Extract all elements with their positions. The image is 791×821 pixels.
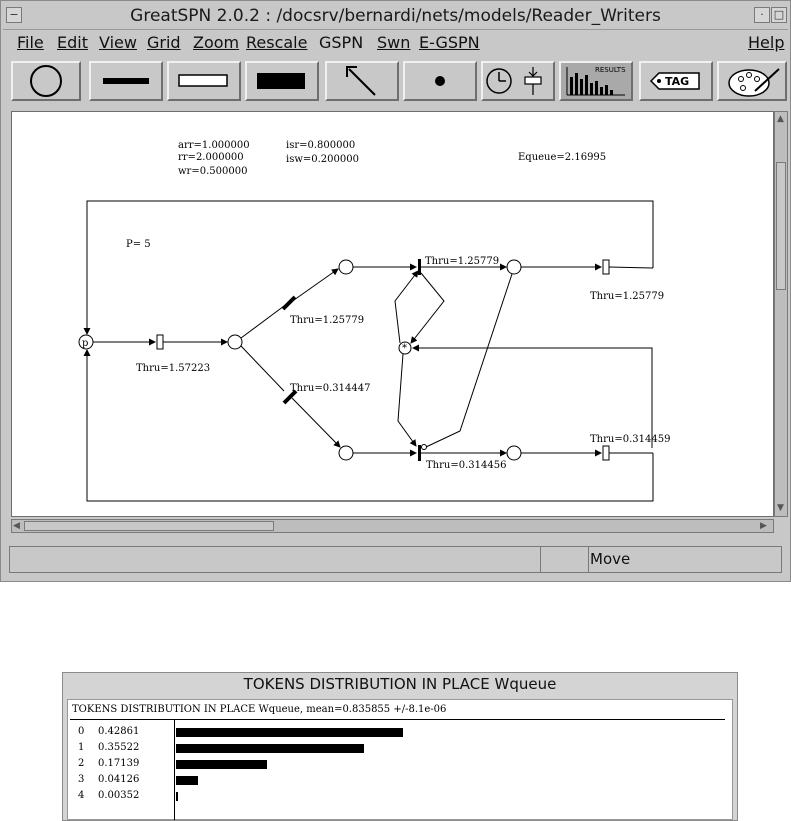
arc-mutex-beginwrite bbox=[398, 354, 416, 446]
thru-isr: Thru=1.25779 bbox=[290, 315, 365, 326]
status-bar bbox=[9, 546, 782, 573]
minimize-icon[interactable]: · bbox=[754, 7, 770, 23]
menu-edit[interactable]: Edit bbox=[57, 33, 88, 52]
tag-icon bbox=[641, 63, 711, 99]
arc-arrow-icon bbox=[327, 63, 397, 99]
scroll-right-icon[interactable]: ▶ bbox=[760, 521, 767, 531]
toolbar bbox=[3, 58, 788, 106]
menu-zoom[interactable]: Zoom bbox=[193, 33, 240, 52]
place-wqueue[interactable] bbox=[339, 446, 353, 460]
param-arr: arr=1.000000 bbox=[178, 140, 250, 151]
param-rr: rr=2.000000 bbox=[178, 152, 244, 163]
tag-tool-button[interactable] bbox=[639, 61, 713, 101]
place-rqueue[interactable] bbox=[339, 260, 353, 274]
status-divider bbox=[588, 547, 589, 572]
menu-egspn[interactable]: E-GSPN bbox=[419, 33, 480, 52]
dialog-title[interactable]: TOKENS DISTRIBUTION IN PLACE Wqueue bbox=[243, 675, 557, 693]
place-tool-button[interactable] bbox=[11, 61, 81, 101]
token-dot-icon bbox=[405, 63, 475, 99]
menu-view[interactable]: View bbox=[99, 33, 137, 52]
place-reading[interactable] bbox=[507, 260, 521, 274]
menu-gspn[interactable]: GSPN bbox=[319, 33, 364, 52]
scroll-up-icon[interactable]: ▲ bbox=[777, 114, 784, 124]
timed-transition-button[interactable] bbox=[167, 61, 241, 101]
row-probability: 0.04126 bbox=[98, 774, 140, 785]
thru-end-read: Thru=1.25779 bbox=[590, 291, 665, 302]
tokens-distribution-window bbox=[62, 672, 738, 821]
window-menu-icon[interactable]: − bbox=[6, 7, 22, 23]
immediate-transition-button[interactable] bbox=[89, 61, 163, 101]
probability-bar bbox=[176, 744, 364, 753]
scroll-down-icon[interactable]: ▼ bbox=[777, 503, 784, 513]
row-token-count: 2 bbox=[78, 758, 85, 769]
vertical-scroll-thumb[interactable] bbox=[776, 162, 786, 290]
title-bar[interactable] bbox=[3, 3, 788, 30]
results-tool-button[interactable] bbox=[559, 61, 633, 101]
thru-end-write: Thru=0.314459 bbox=[590, 434, 671, 445]
arc-reading-inhibit-write bbox=[426, 274, 512, 447]
row-probability: 0.17139 bbox=[98, 758, 140, 769]
thru-begin-write: Thru=0.314456 bbox=[426, 460, 507, 471]
vertical-scrollbar[interactable] bbox=[774, 111, 788, 517]
net-canvas[interactable] bbox=[11, 111, 774, 517]
arc-mutex-beginread bbox=[395, 271, 418, 343]
row-probability: 0.42861 bbox=[98, 726, 140, 737]
transition-arrival[interactable] bbox=[157, 335, 163, 349]
menu-help[interactable]: Help bbox=[748, 33, 785, 52]
token-tool-button[interactable] bbox=[403, 61, 477, 101]
transition-begin-read[interactable] bbox=[418, 259, 421, 275]
param-wr: wr=0.500000 bbox=[178, 166, 248, 177]
arc-beginread-mutex bbox=[411, 273, 444, 343]
place-p-name: p bbox=[82, 338, 89, 349]
palette-icon bbox=[719, 63, 785, 99]
row-probability: 0.35522 bbox=[98, 742, 140, 753]
probability-bar bbox=[176, 792, 178, 801]
results-icon-label: RESULTS bbox=[595, 66, 626, 74]
status-mode: Move bbox=[590, 550, 631, 568]
row-token-count: 1 bbox=[78, 742, 85, 753]
probability-bar bbox=[176, 760, 267, 769]
menu-file[interactable]: File bbox=[17, 33, 44, 52]
equeue-result: Equeue=2.16995 bbox=[518, 152, 607, 163]
place-writing[interactable] bbox=[507, 446, 521, 460]
arc-choice-isr bbox=[241, 306, 284, 338]
maximize-icon[interactable]: □ bbox=[771, 7, 787, 23]
timed-transition-icon bbox=[169, 63, 239, 99]
thru-begin-read: Thru=1.25779 bbox=[425, 256, 500, 267]
row-probability: 0.00352 bbox=[98, 790, 140, 801]
menu-grid[interactable]: Grid bbox=[147, 33, 181, 52]
arc-isw-wqueue bbox=[292, 398, 340, 447]
arc-tool-button[interactable] bbox=[325, 61, 399, 101]
transition-end-read[interactable] bbox=[603, 260, 609, 274]
row-token-count: 3 bbox=[78, 774, 85, 785]
probability-bar bbox=[176, 728, 403, 737]
arc-endread-loop bbox=[609, 267, 653, 268]
menu-swn[interactable]: Swn bbox=[377, 33, 411, 52]
row-token-count: 0 bbox=[78, 726, 85, 737]
distribution-header: TOKENS DISTRIBUTION IN PLACE Wqueue, mean=0.835855 +/-8.1e-06 bbox=[72, 704, 447, 715]
param-isw: isw=0.200000 bbox=[286, 154, 359, 165]
row-token-count: 4 bbox=[78, 790, 85, 801]
deterministic-transition-button[interactable] bbox=[245, 61, 319, 101]
place-choice[interactable] bbox=[228, 335, 242, 349]
rate-tool-button[interactable] bbox=[481, 61, 555, 101]
transition-begin-write[interactable] bbox=[418, 445, 421, 461]
window-title: GreatSPN 2.0.2 : /docsrv/bernardi/nets/models/Reader_Writers bbox=[130, 6, 661, 26]
results-histogram-icon bbox=[561, 63, 631, 99]
arc-isr-rqueue bbox=[294, 269, 338, 300]
param-isr: isr=0.800000 bbox=[286, 140, 356, 151]
scroll-left-icon[interactable]: ◀ bbox=[13, 521, 20, 531]
arc-endwrite-mutex bbox=[413, 348, 652, 448]
thru-arrival: Thru=1.57223 bbox=[136, 363, 211, 374]
axis-line bbox=[174, 720, 175, 820]
place-icon bbox=[13, 63, 79, 99]
immediate-transition-icon bbox=[91, 63, 161, 99]
status-divider bbox=[540, 547, 541, 572]
menu-rescale[interactable]: Rescale bbox=[246, 33, 308, 52]
p-marking-label: P= 5 bbox=[126, 239, 151, 250]
transition-end-write[interactable] bbox=[603, 446, 609, 460]
thru-isw: Thru=0.314447 bbox=[290, 383, 371, 394]
menu-bar bbox=[3, 31, 788, 55]
place-mutex-name: * bbox=[402, 343, 407, 354]
palette-tool-button[interactable] bbox=[717, 61, 787, 101]
probability-bar bbox=[176, 776, 198, 785]
transition-isr[interactable] bbox=[283, 297, 295, 309]
header-rule bbox=[70, 719, 725, 720]
tag-icon-label: TAG bbox=[665, 75, 690, 88]
petri-net-drawing[interactable] bbox=[12, 112, 773, 516]
deterministic-transition-icon bbox=[247, 63, 317, 99]
inhibitor-head bbox=[422, 445, 427, 450]
horizontal-scrollbar[interactable] bbox=[11, 519, 774, 533]
clock-rate-icon bbox=[483, 63, 553, 99]
horizontal-scroll-thumb[interactable] bbox=[24, 521, 274, 531]
arc-choice-isw bbox=[241, 346, 284, 391]
distribution-panel bbox=[67, 699, 733, 820]
